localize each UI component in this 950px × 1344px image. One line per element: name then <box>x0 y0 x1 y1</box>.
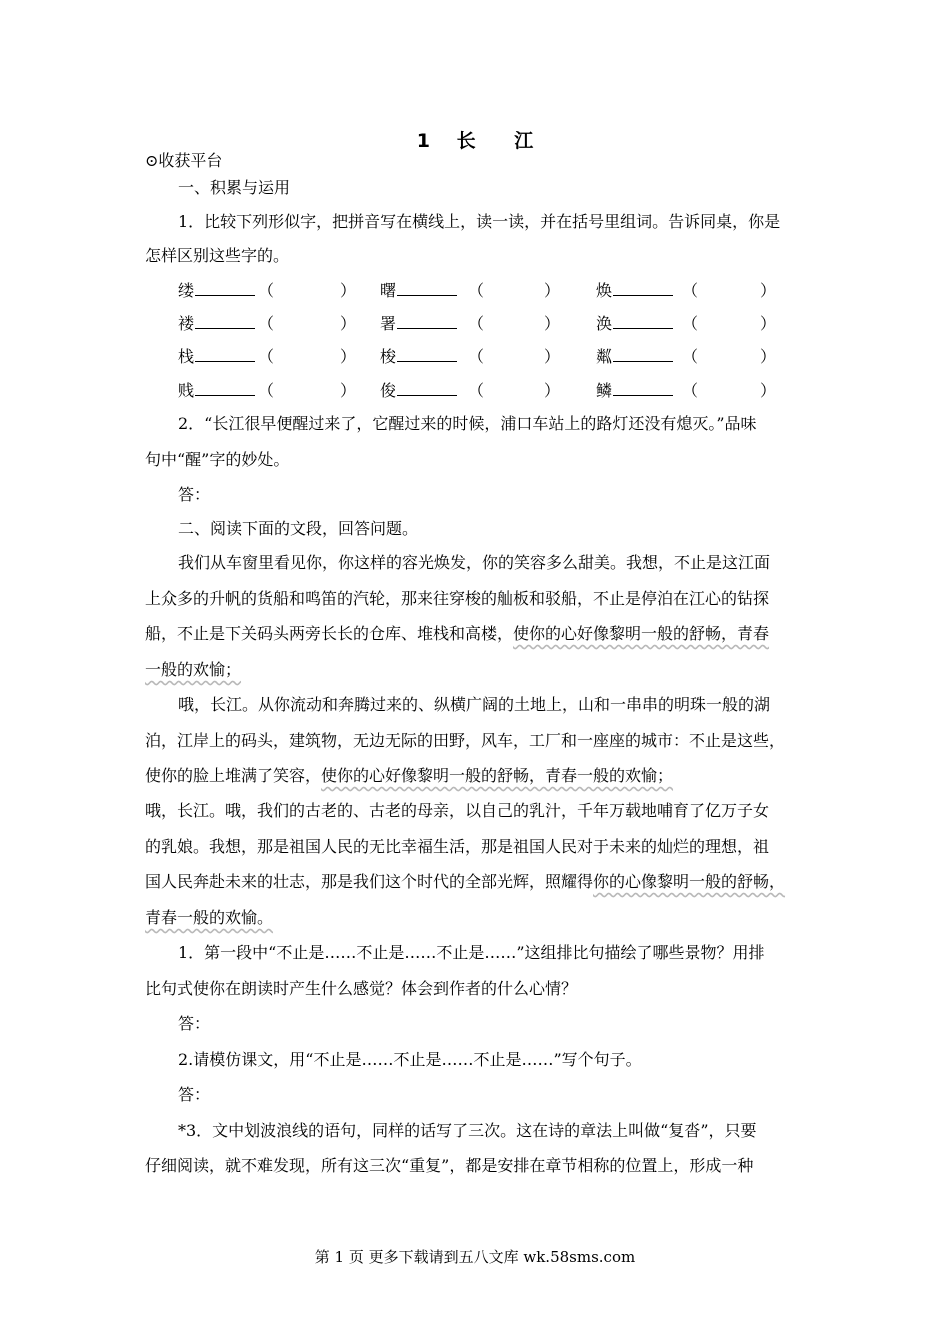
paren-close: ） <box>760 381 777 400</box>
paren-open: （ <box>682 381 699 400</box>
q1-text-line1: 1．比较下列形似字，把拼音写在横线上，读一读，并在括号里组词。告诉同桌，你是 <box>178 212 781 231</box>
paren-open: （ <box>258 314 275 333</box>
paren-open: （ <box>258 381 275 400</box>
char: 焕 <box>596 281 613 300</box>
paren-open: （ <box>682 281 699 300</box>
paren-open: （ <box>682 347 699 366</box>
title-char-1: 长 <box>456 130 476 152</box>
answer-label: 答： <box>178 1014 211 1033</box>
paren-close: ） <box>340 314 357 333</box>
passage-line <box>145 659 241 681</box>
title-char-2: 江 <box>514 130 534 152</box>
reading-q1-line1: 1．第一段中“不止是……不止是……不止是……”这组排比句描绘了哪些景物？用排 <box>178 943 765 962</box>
paren-close: ） <box>340 281 357 300</box>
passage-line: 泊，江岸上的码头，建筑物，无边无际的田野，风车，工厂和一座座的城市：不止是这些， <box>145 731 786 750</box>
wavy-underlined-phrase: 使你的心好像黎明一般的舒畅，青春 <box>513 624 770 643</box>
reading-q3-line2: 仔细阅读，就不难发现，所有这三次“重复”，都是安排在章节相称的位置上，形成一种 <box>145 1156 754 1175</box>
pinyin-blank[interactable] <box>613 380 673 396</box>
char: 褛 <box>178 314 195 333</box>
reading-q3-line1: *3．文中划波浪线的语句，同样的话写了三次。这在诗的章法上叫做“复沓”，只要 <box>178 1121 757 1140</box>
pinyin-blank[interactable] <box>397 346 457 362</box>
page-title <box>0 126 950 153</box>
answer-label: 答： <box>178 1085 211 1104</box>
paren-close: ） <box>544 347 561 366</box>
paren-close: ） <box>544 314 561 333</box>
pinyin-blank[interactable] <box>195 313 255 329</box>
pinyin-blank[interactable] <box>613 313 673 329</box>
answer-label: 答： <box>178 485 211 504</box>
char: 栈 <box>178 347 195 366</box>
passage-line: 使你的脸上堆满了笑容，使你的心好像黎明一般的舒畅，青春一般的欢愉； <box>145 766 674 785</box>
passage-line: 我们从车窗里看见你，你这样的容光焕发，你的笑容多么甜美。我想，不止是这江面 <box>178 553 771 572</box>
passage-line: 哦，长江。哦，我们的古老的、古老的母亲，以自己的乳汁，千年万载地哺育了亿万子女 <box>145 801 770 820</box>
reading-q1-line2: 比句式使你在朗读时产生什么感觉？体会到作者的什么心情？ <box>145 979 578 998</box>
pinyin-blank[interactable] <box>397 380 457 396</box>
paren-close: ） <box>544 281 561 300</box>
passage-line: 国人民奔赴未来的壮志，那是我们这个时代的全部光辉，照耀得你的心像黎明一般的舒畅， <box>145 872 786 891</box>
paren-open: （ <box>468 281 485 300</box>
q1-text-line2: 怎样区别这些字的。 <box>145 246 290 265</box>
char: 曙 <box>380 281 397 300</box>
paren-open: （ <box>468 381 485 400</box>
paren-close: ） <box>760 281 777 300</box>
pinyin-blank[interactable] <box>195 380 255 396</box>
section-label: ⊙收获平台 <box>145 151 223 170</box>
passage-line: 的乳娘。我想，那是祖国人民的无比幸福生活，那是祖国人民对于未来的灿烂的理想，祖 <box>145 837 770 856</box>
reading-q2-line1: 2.请模仿课文，用“不止是……不止是……不止是……”写个句子。 <box>178 1050 642 1069</box>
part2-heading: 二、阅读下面的文段，回答问题。 <box>178 519 419 538</box>
pinyin-blank[interactable] <box>397 313 457 329</box>
pinyin-blank[interactable] <box>195 280 255 296</box>
char: 俊 <box>380 381 397 400</box>
paren-open: （ <box>258 347 275 366</box>
char: 涣 <box>596 314 613 333</box>
passage-line <box>145 907 273 929</box>
char: 缕 <box>178 281 195 300</box>
char: 署 <box>380 314 397 333</box>
paren-close: ） <box>760 314 777 333</box>
page-footer: 第 1 页 更多下载请到五八文库 wk.58sms.com <box>314 1248 636 1266</box>
passage-line: 哦，长江。从你流动和奔腾过来的、纵横广阔的土地上，山和一串串的明珠一般的湖 <box>178 695 771 714</box>
q2-text-line1: 2．“长江很早便醒过来了，它醒过来的时候，浦口车站上的路灯还没有熄灭。”品味 <box>178 414 757 433</box>
paren-close: ） <box>340 347 357 366</box>
paren-close: ） <box>340 381 357 400</box>
pinyin-blank[interactable] <box>195 346 255 362</box>
char: 粼 <box>596 347 613 366</box>
q2-text-line2: 句中“醒”字的妙处。 <box>145 450 290 469</box>
passage-line: 上众多的升帆的货船和鸣笛的汽轮，那来往穿梭的舢板和驳船，不止是停泊在江心的钻探 <box>145 589 770 608</box>
pinyin-blank[interactable] <box>613 346 673 362</box>
wavy-underlined-phrase: 青春一般的欢愉。 <box>145 908 274 927</box>
part1-heading: 一、积累与运用 <box>178 178 291 197</box>
passage-line: 船，不止是下关码头两旁长长的仓库、堆栈和高楼，使你的心好像黎明一般的舒畅，青春 <box>145 624 770 643</box>
paren-close: ） <box>760 347 777 366</box>
char: 贱 <box>178 381 195 400</box>
paren-close: ） <box>544 381 561 400</box>
char: 鳞 <box>596 381 613 400</box>
wavy-underlined-phrase: 你的心像黎明一般的舒畅， <box>593 872 786 891</box>
pinyin-blank[interactable] <box>613 280 673 296</box>
paren-open: （ <box>682 314 699 333</box>
char: 梭 <box>380 347 397 366</box>
wavy-underlined-phrase: 使你的心好像黎明一般的舒畅，青春一般的欢愉； <box>321 766 674 785</box>
wavy-underlined-phrase: 一般的欢愉； <box>145 660 242 679</box>
title-number: 1 <box>416 130 430 152</box>
paren-open: （ <box>468 314 485 333</box>
paren-open: （ <box>468 347 485 366</box>
pinyin-blank[interactable] <box>397 280 457 296</box>
paren-open: （ <box>258 281 275 300</box>
